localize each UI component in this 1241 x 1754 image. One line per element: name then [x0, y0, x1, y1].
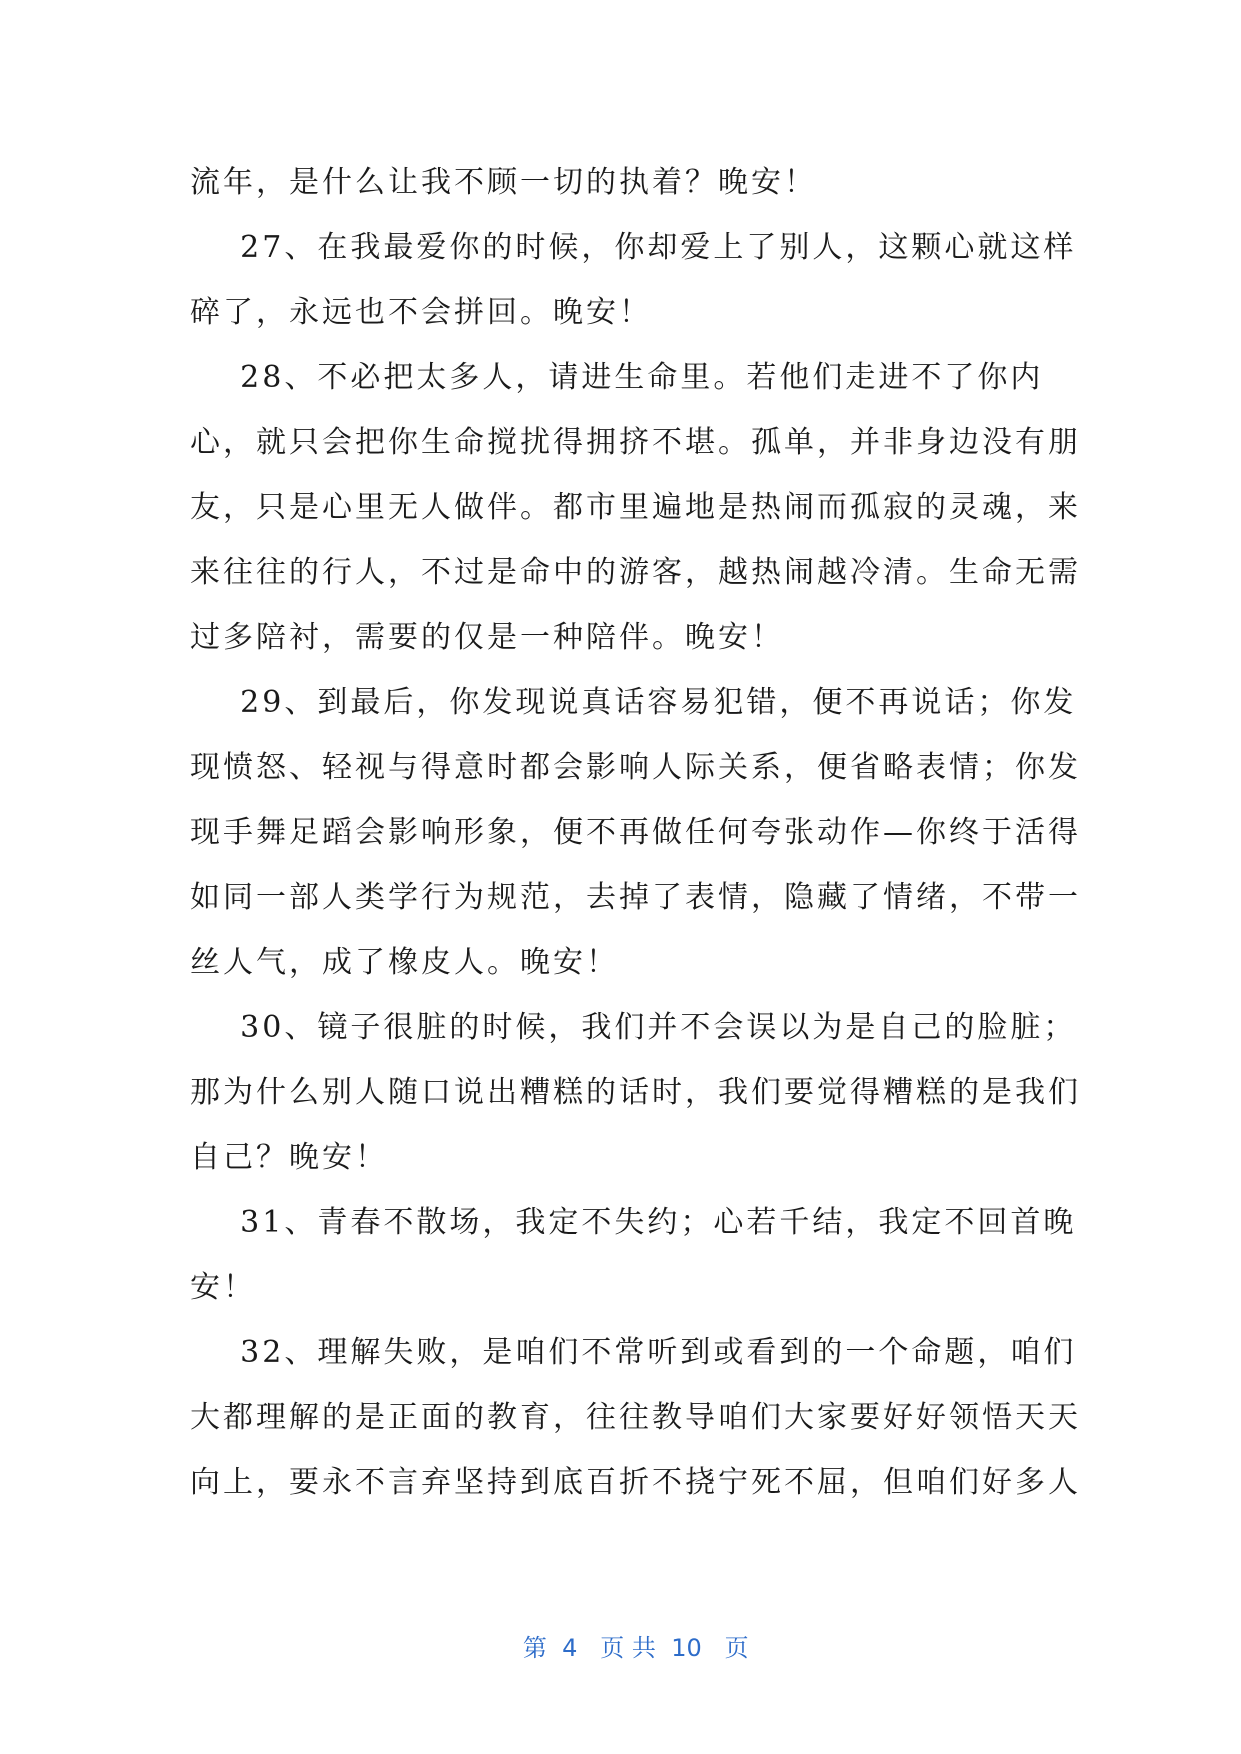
text-line: 28、不必把太多人，请进生命里。若他们走进不了你内	[190, 360, 1044, 395]
text-line: 32、理解失败，是咱们不常听到或看到的一个命题，咱们	[190, 1335, 1077, 1370]
text-line: 现愤怒、轻视与得意时都会影响人际关系，便省略表情；你发	[190, 750, 1081, 785]
text-line: 流年，是什么让我不顾一切的执着？晚安！	[190, 165, 817, 200]
body-text	[190, 150, 1081, 1515]
page-number-label: 第 4 页 共 10 页	[522, 1634, 749, 1662]
text-line: 安！	[190, 1270, 256, 1305]
text-line: 过多陪衬，需要的仅是一种陪伴。晚安！	[190, 620, 784, 655]
text-line: 自己？晚安！	[190, 1140, 388, 1175]
text-line: 27、在我最爱你的时候，你却爱上了别人，这颗心就这样	[190, 230, 1077, 265]
text-line: 那为什么别人随口说出糟糕的话时，我们要觉得糟糕的是我们	[190, 1075, 1081, 1110]
text-line: 碎了，永远也不会拼回。晚安！	[190, 295, 652, 330]
text-line: 心，就只会把你生命搅扰得拥挤不堪。孤单，并非身边没有朋	[190, 425, 1081, 460]
text-line: 如同一部人类学行为规范，去掉了表情，隐藏了情绪，不带一	[190, 880, 1081, 915]
text-line: 大都理解的是正面的教育，往往教导咱们大家要好好领悟天天	[190, 1400, 1081, 1435]
text-line: 30、镜子很脏的时候，我们并不会误以为是自己的脸脏；	[190, 1010, 1077, 1045]
text-line: 31、青春不散场，我定不失约；心若千结，我定不回首晚	[190, 1205, 1077, 1240]
text-line: 来往往的行人，不过是命中的游客，越热闹越冷清。生命无需	[190, 555, 1081, 590]
text-line: 现手舞足蹈会影响形象，便不再做任何夸张动作—你终于活得	[190, 815, 1081, 850]
text-line: 丝人气，成了橡皮人。晚安！	[190, 945, 619, 980]
page-footer	[0, 1600, 1241, 1691]
text-line: 29、到最后，你发现说真话容易犯错，便不再说话；你发	[190, 685, 1077, 720]
text-line: 友，只是心里无人做伴。都市里遍地是热闹而孤寂的灵魂，来	[190, 490, 1081, 525]
text-line: 向上，要永不言弃坚持到底百折不挠宁死不屈，但咱们好多人	[190, 1465, 1081, 1500]
